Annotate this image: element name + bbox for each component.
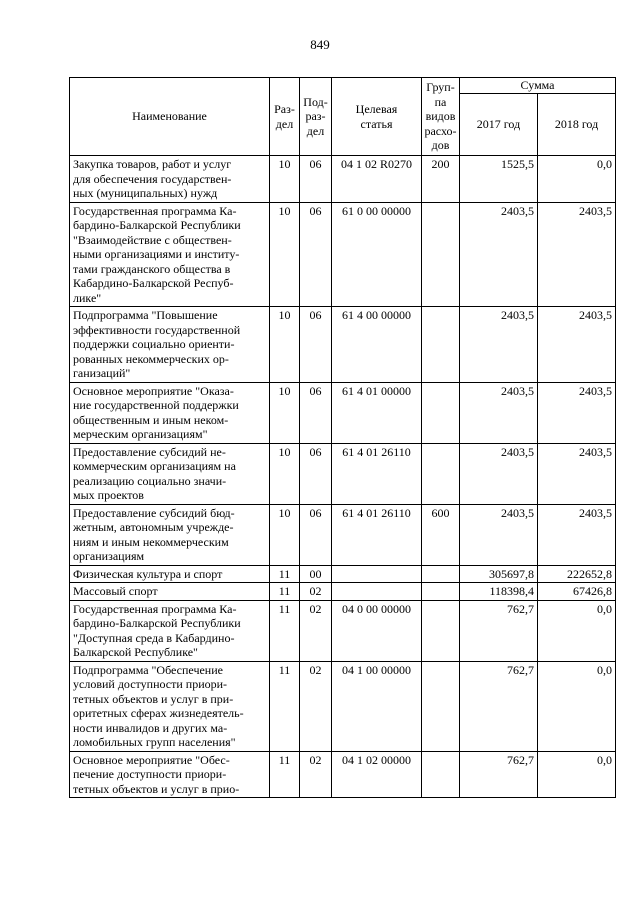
cell-section: 10: [270, 307, 300, 383]
cell-subsection: 06: [300, 504, 332, 565]
cell-target: 61 0 00 00000: [332, 202, 422, 307]
cell-2018: 0,0: [538, 751, 616, 798]
cell-section: 11: [270, 661, 300, 751]
cell-target: 04 1 00 00000: [332, 661, 422, 751]
cell-name: Государственная программа Ка- бардино-Балкарской Республики "Взаимодействие с обществен- ными организациями и институ- тами гражданского общества в Кабардино-Балкарской Респуб- лике": [70, 202, 270, 307]
cell-name: Основное мероприятие "Обес- печение доступности приори- тетных объектов и услуг в прио-: [70, 751, 270, 798]
table-row: [70, 565, 616, 583]
cell-name: Массовый спорт: [70, 583, 270, 601]
table-row: [70, 307, 616, 383]
cell-section: 11: [270, 583, 300, 601]
cell-group: 200: [422, 156, 460, 203]
table-row: [70, 382, 616, 443]
table-row: [70, 202, 616, 307]
cell-subsection: 06: [300, 382, 332, 443]
cell-name: Физическая культура и спорт: [70, 565, 270, 583]
table-row: [70, 751, 616, 798]
cell-subsection: 02: [300, 600, 332, 661]
cell-2017: 2403,5: [460, 504, 538, 565]
cell-section: 11: [270, 751, 300, 798]
cell-2017: 305697,8: [460, 565, 538, 583]
cell-target: 61 4 01 00000: [332, 382, 422, 443]
cell-section: 11: [270, 565, 300, 583]
cell-section: 10: [270, 382, 300, 443]
table-body: [70, 156, 616, 798]
cell-subsection: 06: [300, 307, 332, 383]
cell-2018: 2403,5: [538, 202, 616, 307]
cell-2018: 2403,5: [538, 307, 616, 383]
cell-2018: 67426,8: [538, 583, 616, 601]
table-header: [70, 78, 616, 156]
header-2018: 2018 год: [538, 94, 616, 156]
cell-2018: 222652,8: [538, 565, 616, 583]
cell-2017: 762,7: [460, 600, 538, 661]
budget-table: [69, 77, 616, 798]
cell-2017: 118398,4: [460, 583, 538, 601]
cell-name: Государственная программа Ка- бардино-Балкарской Республики "Доступная среда в Кабардино- Балкарской Республике": [70, 600, 270, 661]
cell-name: Предоставление субсидий бюд- жетным, автономным учрежде- ниям и иным некоммерческим организациям: [70, 504, 270, 565]
cell-subsection: 02: [300, 661, 332, 751]
header-target: Целевая статья: [332, 78, 422, 156]
cell-section: 10: [270, 443, 300, 504]
cell-name: Закупка товаров, работ и услуг для обеспечения государствен- ных (муниципальных) нужд: [70, 156, 270, 203]
page-number: 849: [310, 37, 330, 52]
cell-target: 04 0 00 00000: [332, 600, 422, 661]
cell-target: 61 4 00 00000: [332, 307, 422, 383]
table-row: [70, 156, 616, 203]
cell-name: Основное мероприятие "Оказа- ние государственной поддержки общественным и иным неком- мерческим организациям": [70, 382, 270, 443]
cell-2017: 762,7: [460, 661, 538, 751]
cell-subsection: 00: [300, 565, 332, 583]
cell-group: [422, 751, 460, 798]
cell-target: 61 4 01 26110: [332, 504, 422, 565]
cell-section: 11: [270, 600, 300, 661]
cell-2018: 0,0: [538, 661, 616, 751]
cell-2018: 2403,5: [538, 504, 616, 565]
cell-2017: 2403,5: [460, 382, 538, 443]
cell-subsection: 06: [300, 443, 332, 504]
cell-2017: 2403,5: [460, 307, 538, 383]
cell-name: Подпрограмма "Обеспечение условий доступности приори- тетных объектов и услуг в при- оритетных сферах жизнедеятель- ности инвалидов и других ма- ломобильных групп населения": [70, 661, 270, 751]
table-row: [70, 661, 616, 751]
cell-2017: 1525,5: [460, 156, 538, 203]
cell-target: 61 4 01 26110: [332, 443, 422, 504]
cell-group: [422, 443, 460, 504]
cell-section: 10: [270, 156, 300, 203]
cell-target: [332, 565, 422, 583]
cell-group: [422, 600, 460, 661]
cell-group: [422, 307, 460, 383]
cell-target: 04 1 02 00000: [332, 751, 422, 798]
table-row: [70, 600, 616, 661]
cell-name: Подпрограмма "Повышение эффективности государственной поддержки социально ориенти- рованных некоммерческих ор- ганизаций": [70, 307, 270, 383]
cell-target: [332, 583, 422, 601]
header-2017: 2017 год: [460, 94, 538, 156]
cell-group: 600: [422, 504, 460, 565]
header-group: Груп- па видов расхо- дов: [422, 78, 460, 156]
cell-subsection: 02: [300, 751, 332, 798]
header-sum: Сумма: [460, 78, 616, 94]
cell-group: [422, 583, 460, 601]
cell-subsection: 02: [300, 583, 332, 601]
cell-group: [422, 661, 460, 751]
cell-subsection: 06: [300, 202, 332, 307]
cell-section: 10: [270, 504, 300, 565]
cell-group: [422, 382, 460, 443]
cell-2018: 0,0: [538, 156, 616, 203]
header-name: Наименование: [70, 78, 270, 156]
header-subsection: Под- раз- дел: [300, 78, 332, 156]
cell-target: 04 1 02 R0270: [332, 156, 422, 203]
cell-2017: 762,7: [460, 751, 538, 798]
cell-group: [422, 202, 460, 307]
table-row: [70, 583, 616, 601]
cell-name: Предоставление субсидий не- коммерческим организациям на реализацию социально значи- мых проектов: [70, 443, 270, 504]
cell-group: [422, 565, 460, 583]
header-section: Раз- дел: [270, 78, 300, 156]
cell-2018: 2403,5: [538, 443, 616, 504]
cell-section: 10: [270, 202, 300, 307]
table-row: [70, 504, 616, 565]
cell-2018: 0,0: [538, 600, 616, 661]
cell-2017: 2403,5: [460, 443, 538, 504]
table-row: [70, 443, 616, 504]
cell-2017: 2403,5: [460, 202, 538, 307]
cell-subsection: 06: [300, 156, 332, 203]
cell-2018: 2403,5: [538, 382, 616, 443]
